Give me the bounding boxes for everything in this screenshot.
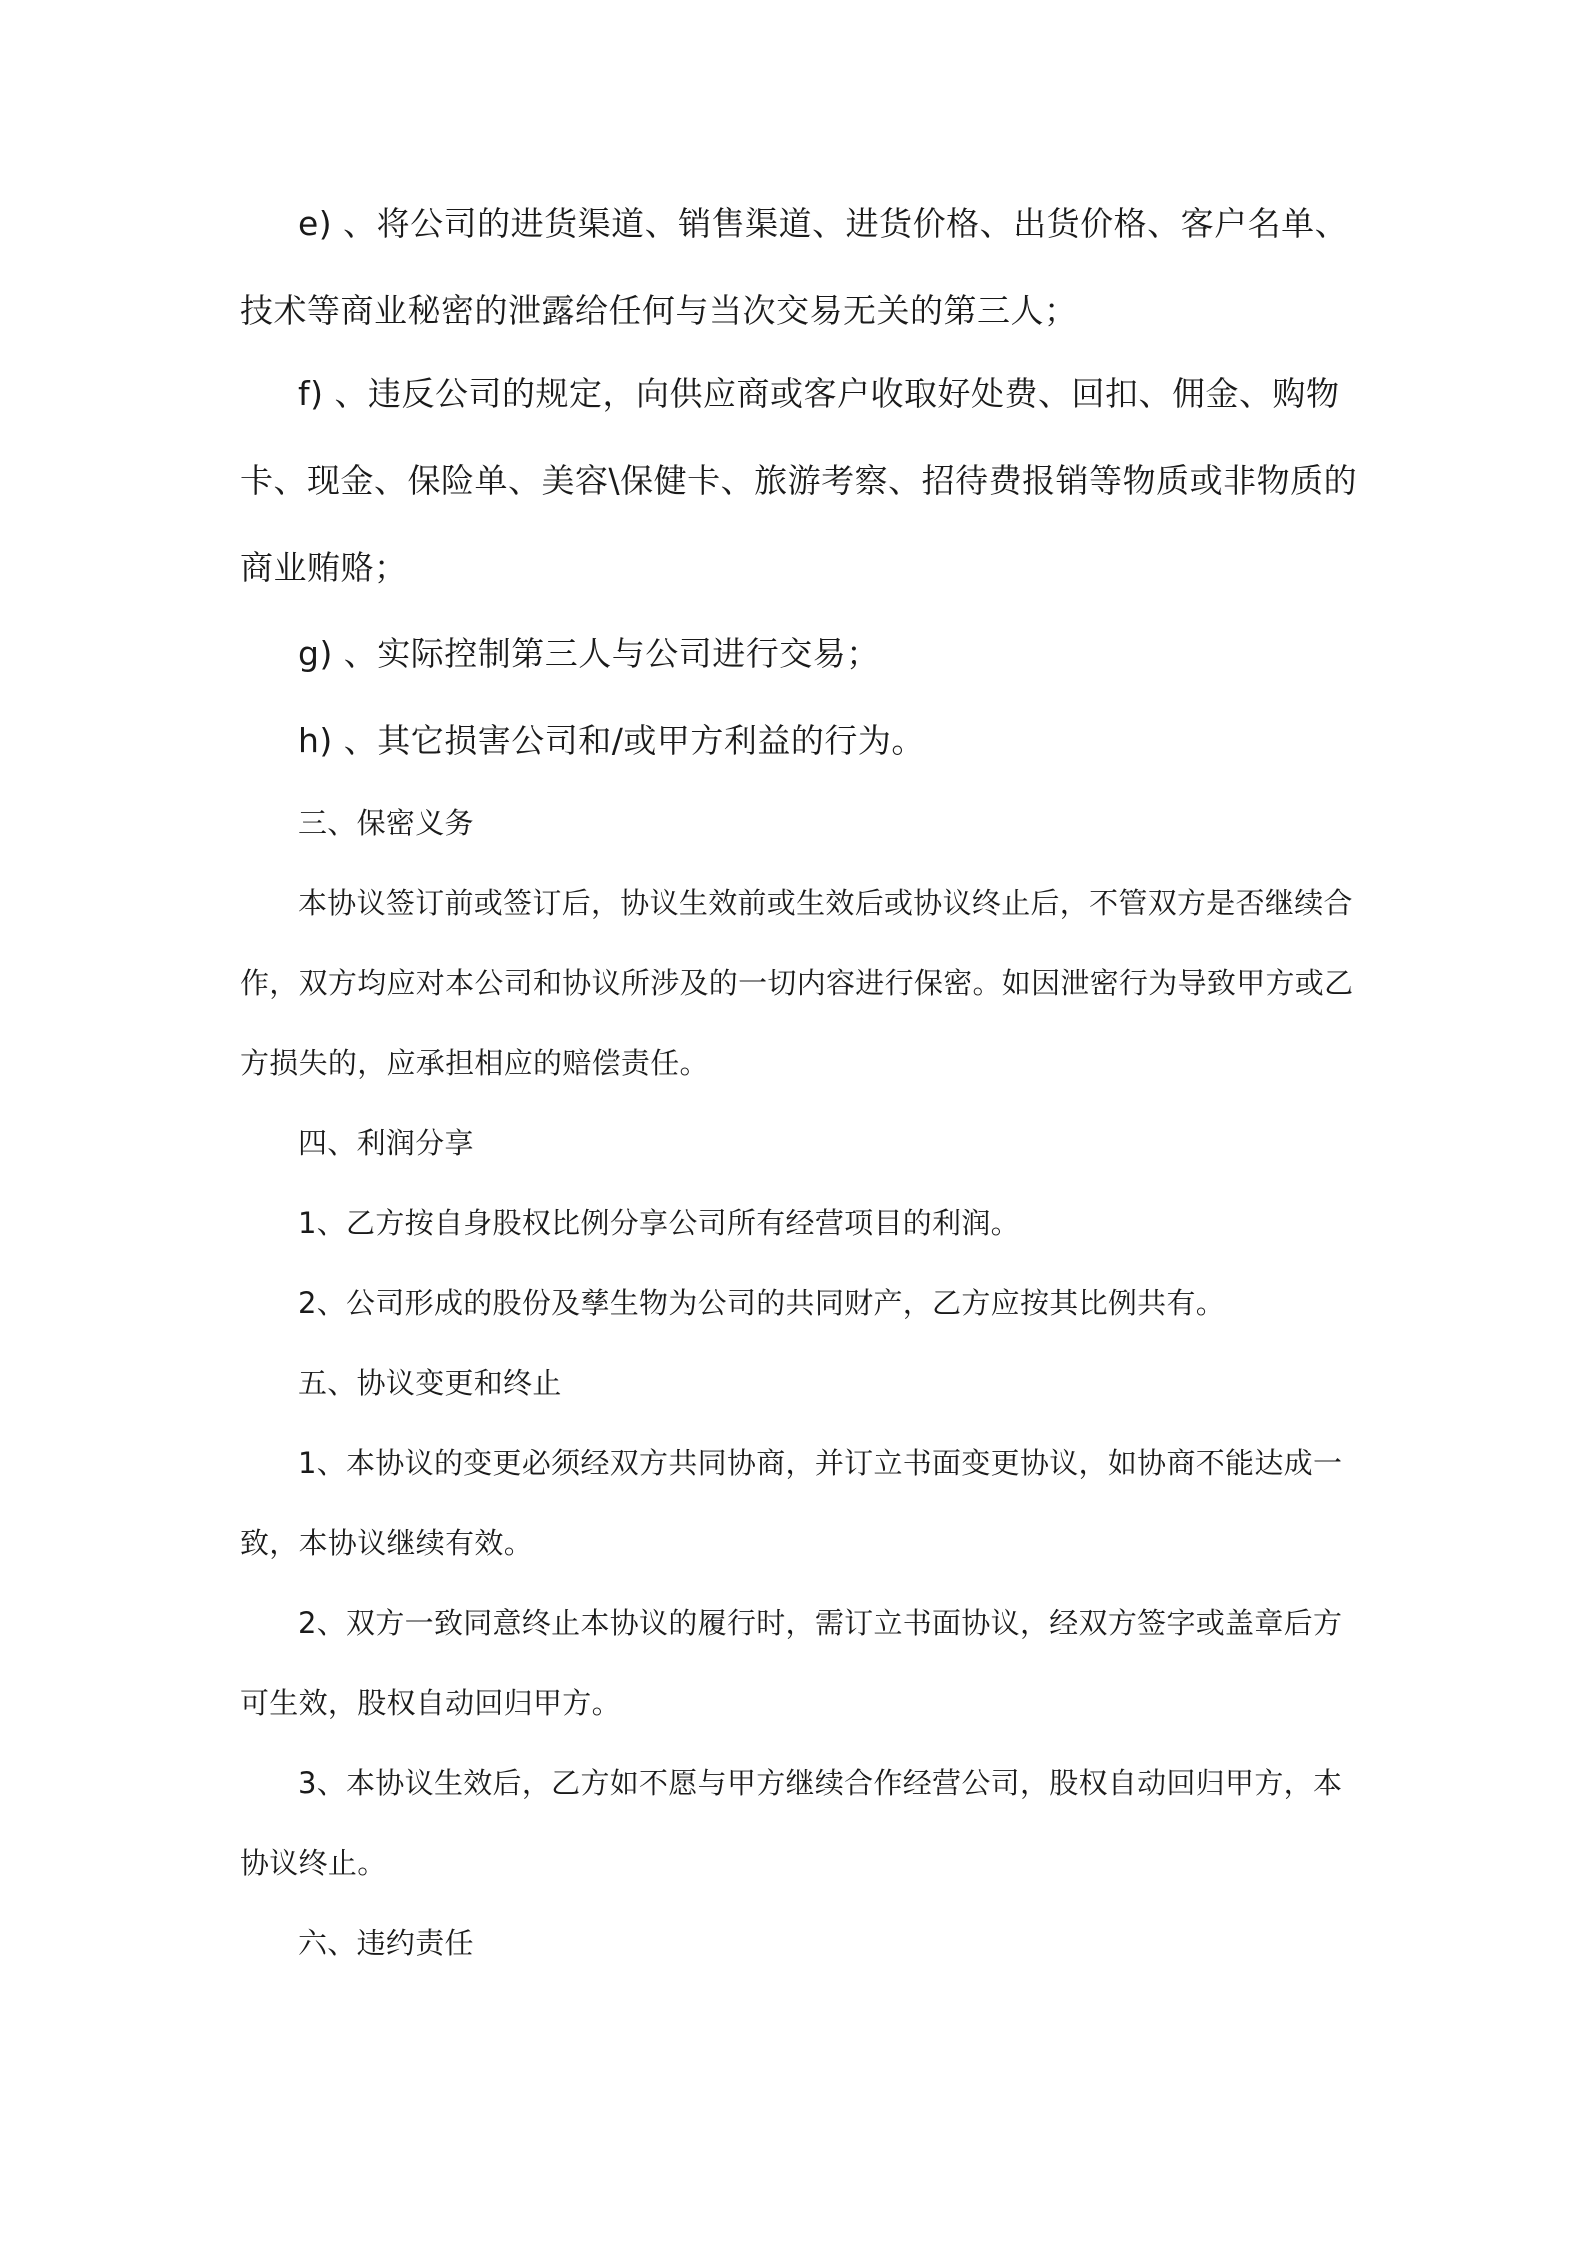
confidentiality-paragraph: 本协议签订前或签订后，协议生效前或生效后或协议终止后，不管双方是否继续合作，双方均应对本公司和协议所涉及的一切内容进行保密。如因泄密行为导致甲方或乙方损失的，应承担相应的赔偿责任。 (240, 886, 1354, 1080)
clause-e: e) 、将公司的进货渠道、销售渠道、进货价格、出货价格、客户名单、技术等商业秘密的泄露给任何与当次交易无关的第三人； (240, 204, 1349, 330)
change-clause-2: 2、双方一致同意终止本协议的履行时，需订立书面协议，经双方签字或盖章后方可生效，股权自动回归甲方。 (240, 1606, 1343, 1720)
change-clause-1: 1、本协议的变更必须经双方共同协商，并订立书面变更协议，如协商不能达成一致，本协议继续有效。 (240, 1446, 1343, 1560)
clause-g: g) 、实际控制第三人与公司进行交易； (298, 634, 880, 673)
change-clause-3: 3、本协议生效后，乙方如不愿与甲方继续合作经营公司，股权自动回归甲方，本协议终止。 (240, 1766, 1343, 1880)
clause-f: f) 、违反公司的规定，向供应商或客户收取好处费、回扣、佣金、购物卡、现金、保险单、美容\保健卡、旅游考察、招待费报销等物质或非物质的商业贿赂； (240, 374, 1358, 587)
section-heading-confidentiality: 三、保密义务 (298, 806, 474, 840)
section-heading-change-termination: 五、协议变更和终止 (298, 1366, 562, 1400)
profit-clause-2: 2、公司形成的股份及孳生物为公司的共同财产，乙方应按其比例共有。 (298, 1286, 1226, 1320)
section-heading-profit-sharing: 四、利润分享 (298, 1126, 474, 1160)
section-heading-liability: 六、违约责任 (298, 1926, 474, 1960)
clause-h: h) 、其它损害公司和/或甲方利益的行为。 (298, 721, 925, 760)
profit-clause-1: 1、乙方按自身股权比例分享公司所有经营项目的利润。 (298, 1206, 1020, 1240)
